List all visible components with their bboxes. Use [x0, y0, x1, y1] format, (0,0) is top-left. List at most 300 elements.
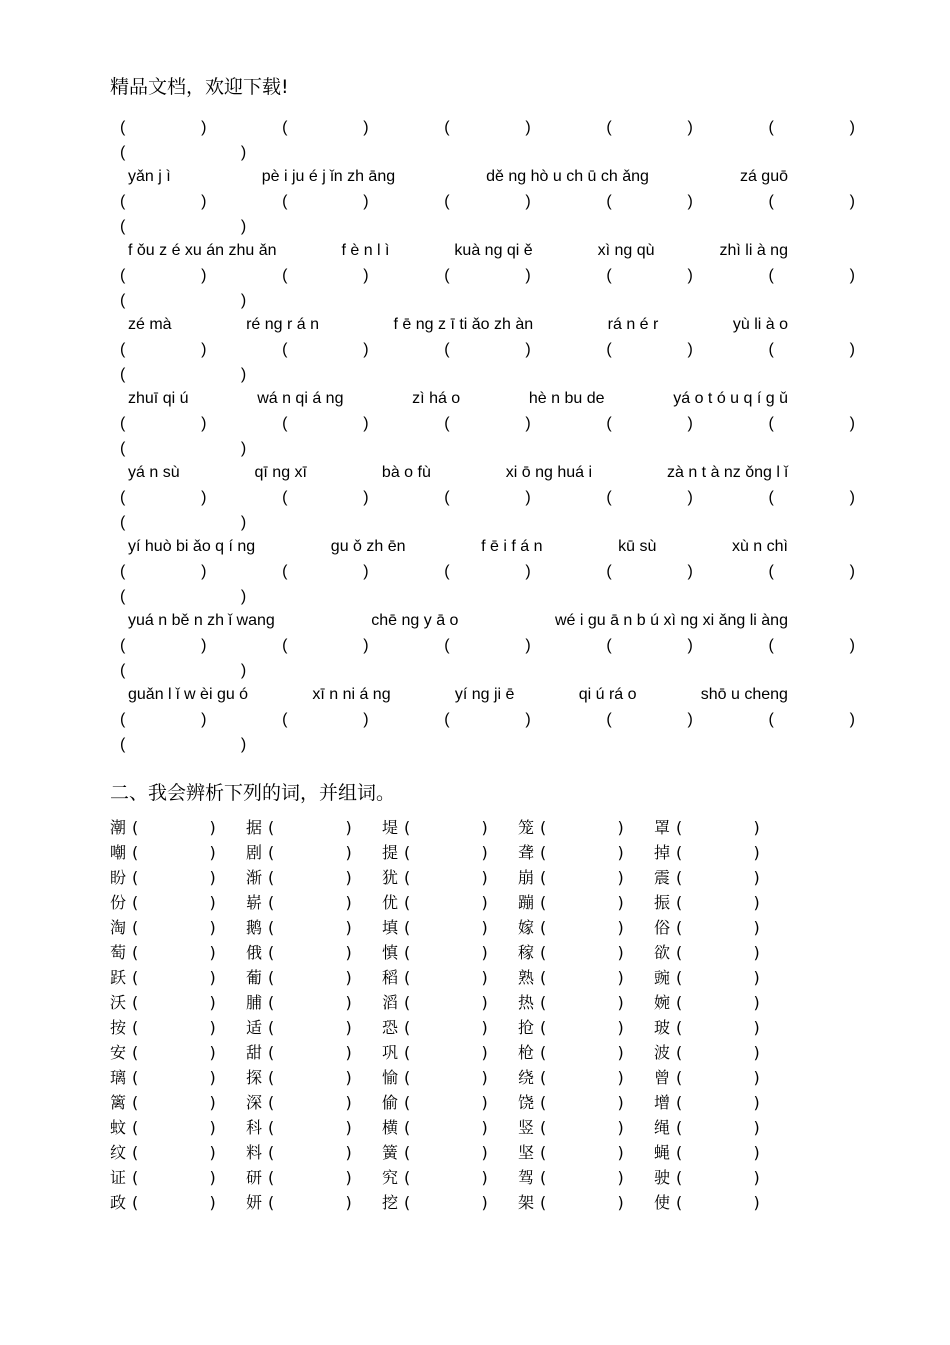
character: 潮 [110, 818, 127, 837]
word-entry[interactable] [518, 1015, 654, 1040]
blank-close-paren: ) [363, 341, 369, 358]
word-entry[interactable] [110, 1190, 246, 1215]
answer-blank[interactable]: ( ) [268, 1168, 352, 1187]
answer-blank[interactable]: ( ) [132, 818, 216, 837]
answer-blank[interactable]: ( ) [404, 818, 488, 837]
word-entry[interactable] [382, 815, 518, 840]
word-entry[interactable] [246, 1165, 382, 1190]
blank-open-paren: ( [444, 267, 450, 284]
answer-blank[interactable]: ( ) [268, 993, 352, 1012]
answer-blank[interactable]: ( ) [540, 1018, 624, 1037]
word-entry[interactable] [246, 1065, 382, 1090]
character: 跃 [110, 968, 127, 987]
answer-blank[interactable]: ( ) [404, 993, 488, 1012]
word-entry[interactable] [246, 915, 382, 940]
blank-open-paren: ( [444, 711, 450, 728]
word-entry[interactable] [518, 1040, 654, 1065]
answer-blank[interactable]: ( ) [676, 1068, 760, 1087]
pinyin-word: f ǒu z é xu án zhu ǎn [128, 242, 277, 259]
blank-open-paren: ( [768, 489, 774, 506]
blank-open-paren: ( [606, 267, 612, 284]
blank-close-paren: ) [363, 637, 369, 654]
answer-blank-single[interactable]: ( ) [120, 366, 247, 383]
word-entry[interactable] [518, 1065, 654, 1090]
answer-blank[interactable]: ( ) [268, 1068, 352, 1087]
answer-blank[interactable]: ( ) [676, 818, 760, 837]
word-grid-row [110, 965, 790, 990]
character: 簧 [382, 1143, 399, 1162]
answer-blank[interactable]: ( ) [268, 918, 352, 937]
blank-close-paren: ) [201, 711, 207, 728]
answer-blank-single[interactable]: ( ) [120, 514, 247, 531]
pinyin-line [120, 313, 788, 337]
answer-blank[interactable]: ( ) [676, 1093, 760, 1112]
word-entry[interactable] [382, 1190, 518, 1215]
word-entry[interactable] [518, 1140, 654, 1165]
answer-blank[interactable]: ( ) [404, 943, 488, 962]
word-entry[interactable] [246, 890, 382, 915]
pinyin-word: ré ng r á n [246, 316, 320, 333]
answer-blank[interactable]: ( ) [676, 968, 760, 987]
blank-open-paren: ( [768, 563, 774, 580]
answer-blank[interactable]: ( ) [404, 1193, 488, 1212]
word-entry[interactable] [382, 1140, 518, 1165]
character: 俗 [654, 918, 671, 937]
character: 绳 [654, 1118, 671, 1137]
word-entry[interactable] [382, 990, 518, 1015]
pinyin-word: kū sù [618, 538, 657, 555]
character: 俄 [246, 943, 263, 962]
character: 愉 [382, 1068, 399, 1087]
blank-open-paren: ( [120, 711, 126, 728]
blank-close-paren: ) [363, 193, 369, 210]
blank-open-paren: ( [282, 267, 288, 284]
answer-blank[interactable]: ( ) [676, 993, 760, 1012]
answer-blank[interactable]: ( ) [540, 1093, 624, 1112]
answer-blank[interactable]: ( ) [676, 1018, 760, 1037]
answer-blank[interactable]: ( ) [132, 868, 216, 887]
answer-blank[interactable]: ( ) [676, 918, 760, 937]
word-entry[interactable] [110, 890, 246, 915]
word-entry[interactable] [246, 815, 382, 840]
answer-blank-row[interactable] [120, 189, 855, 214]
answer-blank[interactable]: ( ) [268, 1093, 352, 1112]
answer-blank[interactable]: ( ) [676, 1143, 760, 1162]
pinyin-word: f ē i f á n [481, 538, 543, 555]
answer-blank[interactable]: ( ) [404, 1168, 488, 1187]
answer-blank-single[interactable]: ( ) [120, 144, 247, 161]
answer-blank-single[interactable]: ( ) [120, 736, 247, 753]
pinyin-word: yí ng ji ē [454, 686, 515, 703]
character: 政 [110, 1193, 127, 1212]
word-entry[interactable] [110, 940, 246, 965]
answer-blank[interactable]: ( ) [540, 893, 624, 912]
answer-blank[interactable]: ( ) [268, 968, 352, 987]
word-grid-row [110, 840, 790, 865]
blank-open-paren: ( [768, 341, 774, 358]
word-entry[interactable] [654, 815, 790, 840]
character: 抢 [518, 1018, 535, 1037]
answer-blank[interactable]: ( ) [540, 1043, 624, 1062]
character: 甜 [246, 1043, 263, 1062]
word-entry[interactable] [518, 890, 654, 915]
word-entry[interactable] [110, 915, 246, 940]
word-grid-row [110, 890, 790, 915]
pinyin-word: bà o fù [381, 464, 431, 481]
word-grid-row [110, 1140, 790, 1165]
word-entry[interactable] [110, 1015, 246, 1040]
answer-blank-row[interactable] [120, 411, 855, 436]
answer-blank[interactable]: ( ) [132, 1193, 216, 1212]
word-entry[interactable] [382, 890, 518, 915]
answer-blank-row[interactable] [120, 707, 855, 732]
word-entry[interactable] [518, 1165, 654, 1190]
answer-blank-row[interactable] [120, 485, 855, 510]
answer-blank[interactable]: ( ) [404, 968, 488, 987]
word-entry[interactable] [518, 1115, 654, 1140]
pinyin-word: zhì li à ng [719, 242, 788, 259]
answer-blank[interactable]: ( ) [268, 1043, 352, 1062]
word-entry[interactable] [246, 1015, 382, 1040]
blank-close-paren: ) [525, 563, 531, 580]
answer-blank[interactable]: ( ) [676, 1168, 760, 1187]
word-entry[interactable] [382, 965, 518, 990]
answer-blank[interactable]: ( ) [404, 918, 488, 937]
blank-close-paren: ) [687, 267, 693, 284]
word-entry[interactable] [382, 1115, 518, 1140]
answer-blank-single[interactable]: ( ) [120, 292, 247, 309]
word-entry[interactable] [654, 1165, 790, 1190]
word-entry[interactable] [654, 1015, 790, 1040]
character: 据 [246, 818, 263, 837]
answer-blank-single[interactable]: ( ) [120, 662, 247, 679]
answer-blank[interactable]: ( ) [132, 968, 216, 987]
word-entry[interactable] [654, 865, 790, 890]
character: 崩 [518, 868, 535, 887]
answer-blank[interactable]: ( ) [404, 843, 488, 862]
answer-blank[interactable]: ( ) [540, 968, 624, 987]
answer-blank[interactable]: ( ) [404, 868, 488, 887]
character: 深 [246, 1093, 263, 1112]
word-entry[interactable] [654, 840, 790, 865]
character: 使 [654, 1193, 671, 1212]
answer-blank[interactable]: ( ) [268, 1018, 352, 1037]
character: 驶 [654, 1168, 671, 1187]
word-entry[interactable] [654, 1190, 790, 1215]
answer-blank[interactable]: ( ) [268, 843, 352, 862]
answer-blank[interactable]: ( ) [268, 1118, 352, 1137]
pinyin-word: zì há o [412, 390, 461, 407]
blank-open-paren: ( [120, 415, 126, 432]
word-entry[interactable] [518, 915, 654, 940]
answer-blank[interactable]: ( ) [676, 1043, 760, 1062]
blank-open-paren: ( [120, 563, 126, 580]
answer-blank[interactable]: ( ) [676, 893, 760, 912]
blank-close-paren: ) [849, 415, 855, 432]
word-entry[interactable] [518, 1190, 654, 1215]
character: 饶 [518, 1093, 535, 1112]
answer-blank[interactable]: ( ) [268, 893, 352, 912]
answer-blank[interactable]: ( ) [268, 818, 352, 837]
character: 震 [654, 868, 671, 887]
answer-blank[interactable]: ( ) [676, 1118, 760, 1137]
answer-blank[interactable]: ( ) [132, 993, 216, 1012]
character: 慎 [382, 943, 399, 962]
answer-blank[interactable]: ( ) [132, 1118, 216, 1137]
character: 豌 [654, 968, 671, 987]
blank-open-paren: ( [768, 711, 774, 728]
word-entry[interactable] [110, 865, 246, 890]
character: 热 [518, 993, 535, 1012]
character: 剧 [246, 843, 263, 862]
word-entry[interactable] [110, 1065, 246, 1090]
answer-blank[interactable]: ( ) [540, 1168, 624, 1187]
word-grid-row [110, 815, 790, 840]
pinyin-word: kuà ng qi ě [454, 242, 533, 259]
word-entry[interactable] [382, 865, 518, 890]
answer-blank[interactable]: ( ) [540, 868, 624, 887]
character: 葡 [246, 968, 263, 987]
answer-blank[interactable]: ( ) [404, 1068, 488, 1087]
answer-blank[interactable]: ( ) [132, 1068, 216, 1087]
word-entry[interactable] [518, 1090, 654, 1115]
blank-close-paren: ) [849, 267, 855, 284]
word-entry[interactable] [246, 1090, 382, 1115]
character: 稻 [382, 968, 399, 987]
answer-blank[interactable]: ( ) [540, 993, 624, 1012]
word-entry[interactable] [654, 915, 790, 940]
word-entry[interactable] [246, 865, 382, 890]
answer-blank[interactable]: ( ) [132, 1143, 216, 1162]
character: 脯 [246, 993, 263, 1012]
pinyin-line [120, 461, 788, 485]
answer-blank[interactable]: ( ) [132, 843, 216, 862]
character: 笼 [518, 818, 535, 837]
blank-close-paren: ) [849, 637, 855, 654]
answer-blank-row[interactable] [120, 633, 855, 658]
pinyin-word: zá guō [739, 168, 788, 185]
pinyin-word: hè n bu de [528, 390, 605, 407]
blank-close-paren: ) [687, 563, 693, 580]
answer-blank[interactable]: ( ) [132, 1168, 216, 1187]
word-entry[interactable] [246, 965, 382, 990]
pinyin-word: dě ng hò u ch ū ch ǎng [486, 168, 649, 185]
word-entry[interactable] [246, 840, 382, 865]
answer-blank[interactable]: ( ) [132, 918, 216, 937]
answer-blank-single[interactable]: ( ) [120, 218, 247, 235]
answer-blank[interactable]: ( ) [268, 1193, 352, 1212]
word-entry[interactable] [110, 1040, 246, 1065]
word-entry[interactable] [654, 1090, 790, 1115]
word-entry[interactable] [110, 1165, 246, 1190]
word-entry[interactable] [246, 990, 382, 1015]
word-entry[interactable] [654, 1040, 790, 1065]
blank-open-paren: ( [282, 637, 288, 654]
blank-open-paren: ( [282, 563, 288, 580]
character: 罩 [654, 818, 671, 837]
word-entry[interactable] [110, 965, 246, 990]
answer-blank-single[interactable]: ( ) [120, 588, 247, 605]
answer-blank-row[interactable] [120, 263, 855, 288]
word-entry[interactable] [246, 940, 382, 965]
answer-blank[interactable]: ( ) [404, 1018, 488, 1037]
pinyin-word: xī n ni á ng [312, 686, 391, 703]
blank-open-paren: ( [768, 119, 774, 136]
answer-blank[interactable]: ( ) [132, 1018, 216, 1037]
word-grid-row [110, 1165, 790, 1190]
word-entry[interactable] [382, 1015, 518, 1040]
character: 璃 [110, 1068, 127, 1087]
answer-blank[interactable]: ( ) [268, 943, 352, 962]
word-entry[interactable] [246, 1040, 382, 1065]
blank-close-paren: ) [201, 415, 207, 432]
pinyin-word: yí huò bi ǎo q í ng [128, 538, 256, 555]
answer-blank[interactable]: ( ) [540, 1143, 624, 1162]
word-entry[interactable] [382, 1165, 518, 1190]
word-entry[interactable] [110, 815, 246, 840]
answer-blank[interactable]: ( ) [540, 1118, 624, 1137]
blank-close-paren: ) [849, 119, 855, 136]
blank-close-paren: ) [849, 193, 855, 210]
word-entry[interactable] [382, 1065, 518, 1090]
character: 欲 [654, 943, 671, 962]
word-entry[interactable] [246, 1140, 382, 1165]
character: 掉 [654, 843, 671, 862]
blank-close-paren: ) [201, 563, 207, 580]
word-entry[interactable] [518, 940, 654, 965]
answer-blank[interactable]: ( ) [540, 818, 624, 837]
word-entry[interactable] [246, 1190, 382, 1215]
answer-blank[interactable]: ( ) [540, 943, 624, 962]
answer-blank[interactable]: ( ) [404, 1093, 488, 1112]
answer-blank[interactable]: ( ) [268, 1143, 352, 1162]
answer-blank[interactable]: ( ) [404, 1118, 488, 1137]
answer-blank[interactable]: ( ) [132, 893, 216, 912]
character: 探 [246, 1068, 263, 1087]
blank-open-paren: ( [768, 415, 774, 432]
word-entry[interactable] [110, 840, 246, 865]
answer-blank[interactable]: ( ) [132, 943, 216, 962]
word-entry[interactable] [518, 965, 654, 990]
blank-close-paren: ) [201, 341, 207, 358]
answer-blank[interactable]: ( ) [540, 918, 624, 937]
answer-blank[interactable]: ( ) [676, 843, 760, 862]
word-entry[interactable] [654, 965, 790, 990]
blank-open-paren: ( [282, 193, 288, 210]
character: 崭 [246, 893, 263, 912]
answer-blank[interactable]: ( ) [404, 1043, 488, 1062]
blank-close-paren: ) [363, 267, 369, 284]
word-entry[interactable] [654, 990, 790, 1015]
word-entry[interactable] [246, 1115, 382, 1140]
pinyin-line [120, 387, 788, 411]
answer-blank[interactable]: ( ) [676, 943, 760, 962]
pinyin-word: yuá n bě n zh ǐ wang [128, 612, 275, 629]
character: 鹅 [246, 918, 263, 937]
word-entry[interactable] [518, 840, 654, 865]
word-entry[interactable] [382, 1040, 518, 1065]
character: 究 [382, 1168, 399, 1187]
character: 竖 [518, 1118, 535, 1137]
character: 蚊 [110, 1118, 127, 1137]
answer-blank-row[interactable] [120, 115, 855, 140]
character: 犹 [382, 868, 399, 887]
answer-blank[interactable]: ( ) [404, 893, 488, 912]
character: 按 [110, 1018, 127, 1037]
blank-open-paren: ( [444, 415, 450, 432]
word-grid-row [110, 1115, 790, 1140]
answer-blank[interactable]: ( ) [132, 1043, 216, 1062]
word-entry[interactable] [654, 940, 790, 965]
answer-blank-row[interactable] [120, 559, 855, 584]
word-grid-row [110, 915, 790, 940]
answer-blank[interactable]: ( ) [540, 843, 624, 862]
blank-close-paren: ) [525, 341, 531, 358]
pinyin-word: rá n é r [607, 316, 659, 333]
word-entry[interactable] [382, 1090, 518, 1115]
blank-open-paren: ( [444, 193, 450, 210]
character: 份 [110, 893, 127, 912]
character: 曾 [654, 1068, 671, 1087]
word-entry[interactable] [110, 1140, 246, 1165]
character: 滔 [382, 993, 399, 1012]
character: 适 [246, 1018, 263, 1037]
word-entry[interactable] [382, 915, 518, 940]
answer-blank-single[interactable]: ( ) [120, 440, 247, 457]
word-entry[interactable] [110, 990, 246, 1015]
pinyin-word: chē ng y ā o [371, 612, 459, 629]
blank-close-paren: ) [687, 415, 693, 432]
word-entry[interactable] [518, 865, 654, 890]
pinyin-word: wá n qi á ng [257, 390, 344, 407]
answer-blank-row[interactable] [120, 337, 855, 362]
word-entry[interactable] [110, 1090, 246, 1115]
character: 沃 [110, 993, 127, 1012]
answer-blank[interactable]: ( ) [676, 868, 760, 887]
answer-blank[interactable]: ( ) [540, 1193, 624, 1212]
word-entry[interactable] [654, 1065, 790, 1090]
blank-close-paren: ) [363, 489, 369, 506]
character: 聋 [518, 843, 535, 862]
character: 料 [246, 1143, 263, 1162]
answer-blank[interactable]: ( ) [540, 1068, 624, 1087]
pinyin-word: qī ng xī [254, 464, 307, 481]
character: 纹 [110, 1143, 127, 1162]
word-entry[interactable] [110, 1115, 246, 1140]
answer-blank[interactable]: ( ) [268, 868, 352, 887]
word-entry[interactable] [518, 990, 654, 1015]
pinyin-line [120, 165, 788, 189]
word-entry[interactable] [654, 1140, 790, 1165]
answer-blank[interactable]: ( ) [676, 1193, 760, 1212]
word-entry[interactable] [654, 890, 790, 915]
word-entry[interactable] [518, 815, 654, 840]
word-entry[interactable] [654, 1115, 790, 1140]
answer-blank[interactable]: ( ) [404, 1143, 488, 1162]
blank-close-paren: ) [849, 711, 855, 728]
word-entry[interactable] [382, 940, 518, 965]
character: 渐 [246, 868, 263, 887]
blank-close-paren: ) [525, 415, 531, 432]
character: 嘲 [110, 843, 127, 862]
word-entry[interactable] [382, 840, 518, 865]
character: 波 [654, 1043, 671, 1062]
character: 淘 [110, 918, 127, 937]
character: 蝇 [654, 1143, 671, 1162]
character: 横 [382, 1118, 399, 1137]
pinyin-word: yá o t ó u q í g ǔ [673, 390, 788, 407]
answer-blank[interactable]: ( ) [132, 1093, 216, 1112]
